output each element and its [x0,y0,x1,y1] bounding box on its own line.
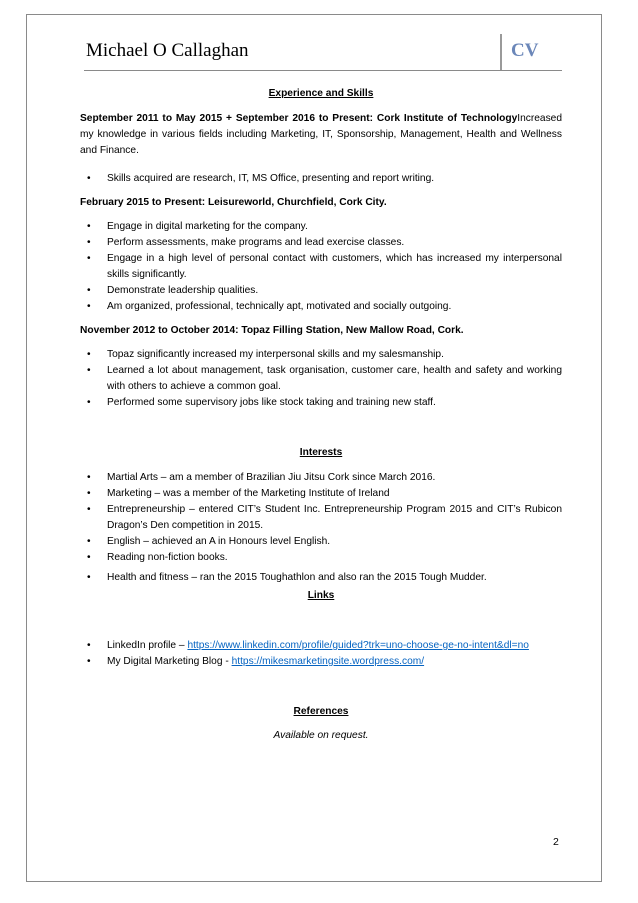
list-item [80,654,562,670]
list-item [80,638,562,654]
job1-block [80,111,562,159]
bullet-icon: • [87,488,91,499]
list-item: • Engage in a high level of personal contact with customers, which has increased my interpersonal skills significantly. [87,253,562,280]
bullet-icon: • [87,253,91,264]
header-rule [84,70,562,71]
linkedin-label: LinkedIn profile – [107,640,185,651]
list-item: • Learned a lot about management, task organisation, customer care, health and safety and working with others to achieve a common goal. [87,365,562,392]
bullet-icon: • [87,173,91,184]
job2-bullets [80,219,562,315]
bullet-icon: • [87,504,91,515]
list-item: • Demonstrate leadership qualities. [80,283,562,299]
job3-bullets [80,347,562,411]
list-item: • Marketing – was a member of the Marketing Institute of Ireland [80,486,562,502]
list-item: • Performed some supervisory jobs like stock taking and training new staff. [80,395,562,411]
job3-heading: November 2012 to October 2014: Topaz Filling Station, New Mallow Road, Cork. [80,325,464,336]
bullet-icon: • [87,301,91,312]
bullet-icon: • [87,397,91,408]
job1-text: Increased my knowledge in various fields including Marketing, IT, Sponsorship, Management, Health and Wellness and Finance. [80,113,562,156]
list-item: • English – achieved an A in Honours level English. [80,534,562,550]
bullet-icon: • [87,237,91,248]
list-item: • Health and fitness – ran the 2015 Toughathlon and also ran the 2015 Tough Mudder. [80,570,562,586]
references-text: Available on request. [273,730,369,741]
list-item: • Reading non-fiction books. [80,550,562,566]
list-item: • Martial Arts – am a member of Brazilian Jiu Jitsu Cork since March 2016. [80,470,562,486]
references-title: References [293,706,349,717]
list-item: • Perform assessments, make programs and lead exercise classes. [80,235,562,251]
interests-bullets [80,470,562,586]
header-name: Michael O Callaghan [86,40,249,61]
links-bullets [80,638,562,670]
job2-heading: February 2015 to Present: Leisureworld, Churchfield, Cork City. [80,197,387,208]
blog-label: My Digital Marketing Blog - [107,656,229,667]
experience-title: Experience and Skills [268,88,374,99]
links-title: Links [307,590,335,601]
bullet-icon: • [87,472,91,483]
document-body [80,86,562,744]
bullet-icon: • [87,285,91,296]
bullet-icon: • [87,536,91,547]
list-item: • Entrepreneurship – entered CIT’s Student Inc. Entrepreneurship Program 2015 and CIT’s Rubicon Dragon’s Den competition in 2015. [87,504,562,531]
blog-link[interactable]: https://mikesmarketingsite.wordpress.com/ [231,656,425,667]
page-number: 2 [553,836,559,848]
bullet-icon: • [87,365,91,376]
bullet-icon: • [87,349,91,360]
bullet-icon: • [87,572,91,583]
linkedin-link[interactable]: https://www.linkedin.com/profile/guided?trk=uno-choose-ge-no-intent&dl=no [187,640,529,651]
bullet-icon: • [87,640,91,651]
bullet-icon: • [87,552,91,563]
header-cv-label: CV [511,40,539,61]
bullet-icon: • [87,221,91,232]
list-item: • Topaz significantly increased my interpersonal skills and my salesmanship. [80,347,562,363]
list-item: • Skills acquired are research, IT, MS Office, presenting and report writing. [80,171,562,187]
interests-title: Interests [299,447,343,458]
job1-heading: September 2011 to May 2015 + September 2016 to Present: Cork Institute of Technology [80,113,518,124]
list-item: • Am organized, professional, technically apt, motivated and socially outgoing. [80,299,562,315]
header-divider [500,34,502,71]
job1-bullets [80,171,562,187]
list-item: • Engage in digital marketing for the company. [80,219,562,235]
bullet-icon: • [87,656,91,667]
